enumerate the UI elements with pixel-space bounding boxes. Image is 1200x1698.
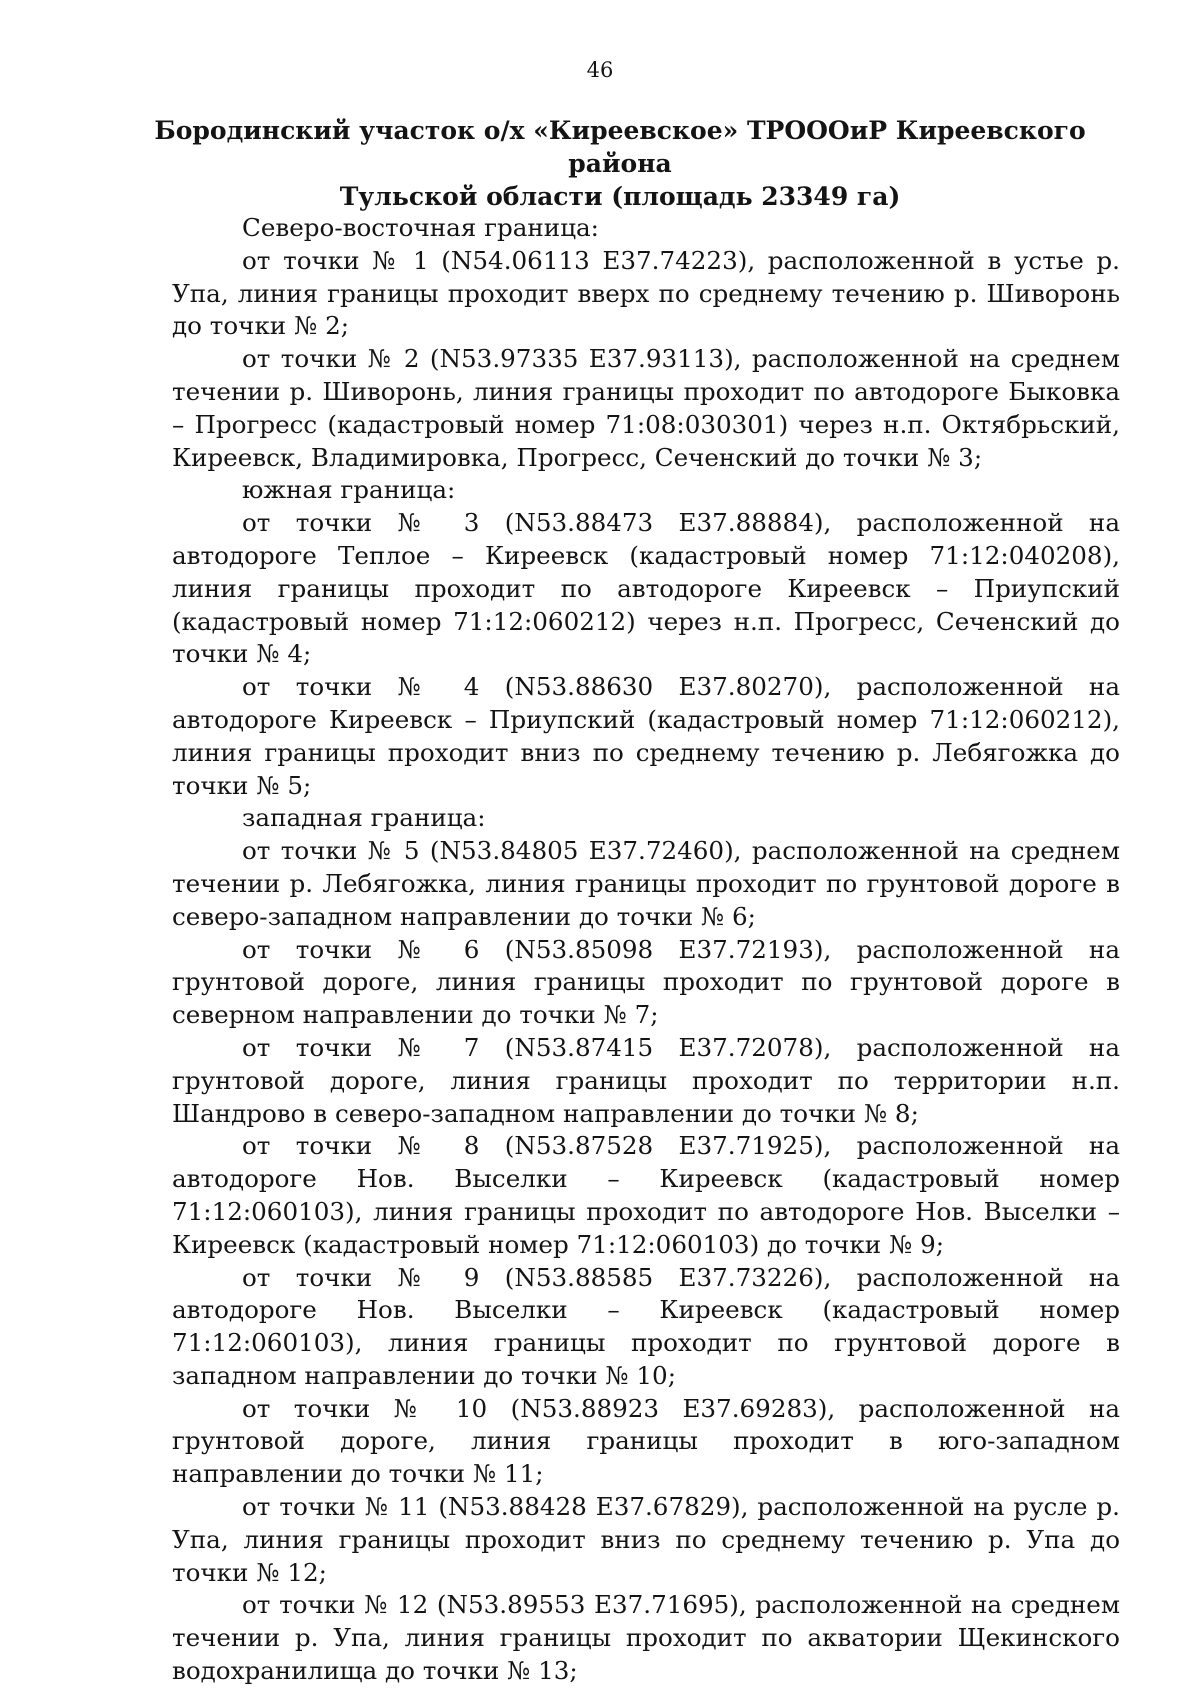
title-line-1: Бородинский участок о/х «Киреевское» ТРОООиР Киреевского района	[154, 116, 1086, 178]
boundary-point-8: от точки № 8 (N53.87528 E37.71925), расположенной на автодороге Нов. Выселки – Киреевск (кадастровый номер 71:12:060103), линия границы проходит по автодороге Нов. Выселки – Киреевск (кадастровый номер 71:12:060103) до точки № 9;	[172, 1131, 1120, 1259]
document-body	[172, 212, 1120, 1688]
boundary-point-9: от точки № 9 (N53.88585 E37.73226), расположенной на автодороге Нов. Выселки – Киреевск (кадастровый номер 71:12:060103), линия границы проходит по грунтовой дороге в западном направлении до точки № 10;	[172, 1262, 1120, 1390]
boundary-point-4: от точки № 4 (N53.88630 E37.80270), расположенной на автодороге Киреевск – Приупский (кадастровый номер 71:12:060212), линия границы проходит вниз по среднему течению р. Лебягожка до точки № 5;	[172, 672, 1120, 800]
section-heading-west: западная граница:	[242, 803, 486, 833]
boundary-point-2: от точки № 2 (N53.97335 E37.93113), расположенной на среднем течении р. Шиворонь, линия границы проходит по автодороге Быковка – Прогресс (кадастровый номер 71:08:030301) через н.п. Октябрьский, Киреевск, Владимировка, Прогресс, Сеченский до точки № 3;	[172, 344, 1120, 472]
boundary-point-1: от точки № 1 (N54.06113 E37.74223), расположенной в устье р. Упа, линия границы проходит вверх по среднему течению р. Шиворонь до точки № 2;	[172, 245, 1120, 341]
boundary-point-3: от точки № 3 (N53.88473 E37.88884), расположенной на автодороге Теплое – Киреевск (кадастровый номер 71:12:040208), линия границы проходит по автодороге Киреевск – Приупский (кадастровый номер 71:12:060212) через н.п. Прогресс, Сеченский до точки № 4;	[172, 508, 1120, 669]
title-line-2: Тульской области (площадь 23349 га)	[339, 182, 901, 211]
boundary-point-11: от точки № 11 (N53.88428 E37.67829), расположенной на русле р. Упа, линия границы проходит вниз по среднему течению р. Упа до точки № 12;	[172, 1492, 1120, 1587]
boundary-point-12: от точки № 12 (N53.89553 E37.71695), расположенной на среднем течении р. Упа, линия границы проходит по акватории Щекинского водохранилища до точки № 13;	[172, 1590, 1120, 1686]
section-heading-south: южная граница:	[242, 475, 456, 505]
section-heading-northeast: Северо-восточная граница:	[242, 213, 599, 242]
document-title	[150, 114, 1090, 213]
boundary-point-10: от точки № 10 (N53.88923 E37.69283), расположенной на грунтовой дороге, линия границы проходит в юго-западном направлении до точки № 11;	[172, 1393, 1120, 1489]
boundary-point-5: от точки № 5 (N53.84805 E37.72460), расположенной на среднем течении р. Лебягожка, линия границы проходит по грунтовой дороге в северо-западном направлении до точки № 6;	[172, 836, 1120, 931]
boundary-point-7: от точки № 7 (N53.87415 E37.72078), расположенной на грунтовой дороге, линия границы проходит по территории н.п. Шандрово в северо-западном направлении до точки № 8;	[172, 1032, 1120, 1128]
boundary-point-6: от точки № 6 (N53.85098 E37.72193), расположенной на грунтовой дороге, линия границы проходит по грунтовой дороге в северном направлении до точки № 7;	[172, 934, 1120, 1030]
page-number: 46	[586, 58, 614, 82]
